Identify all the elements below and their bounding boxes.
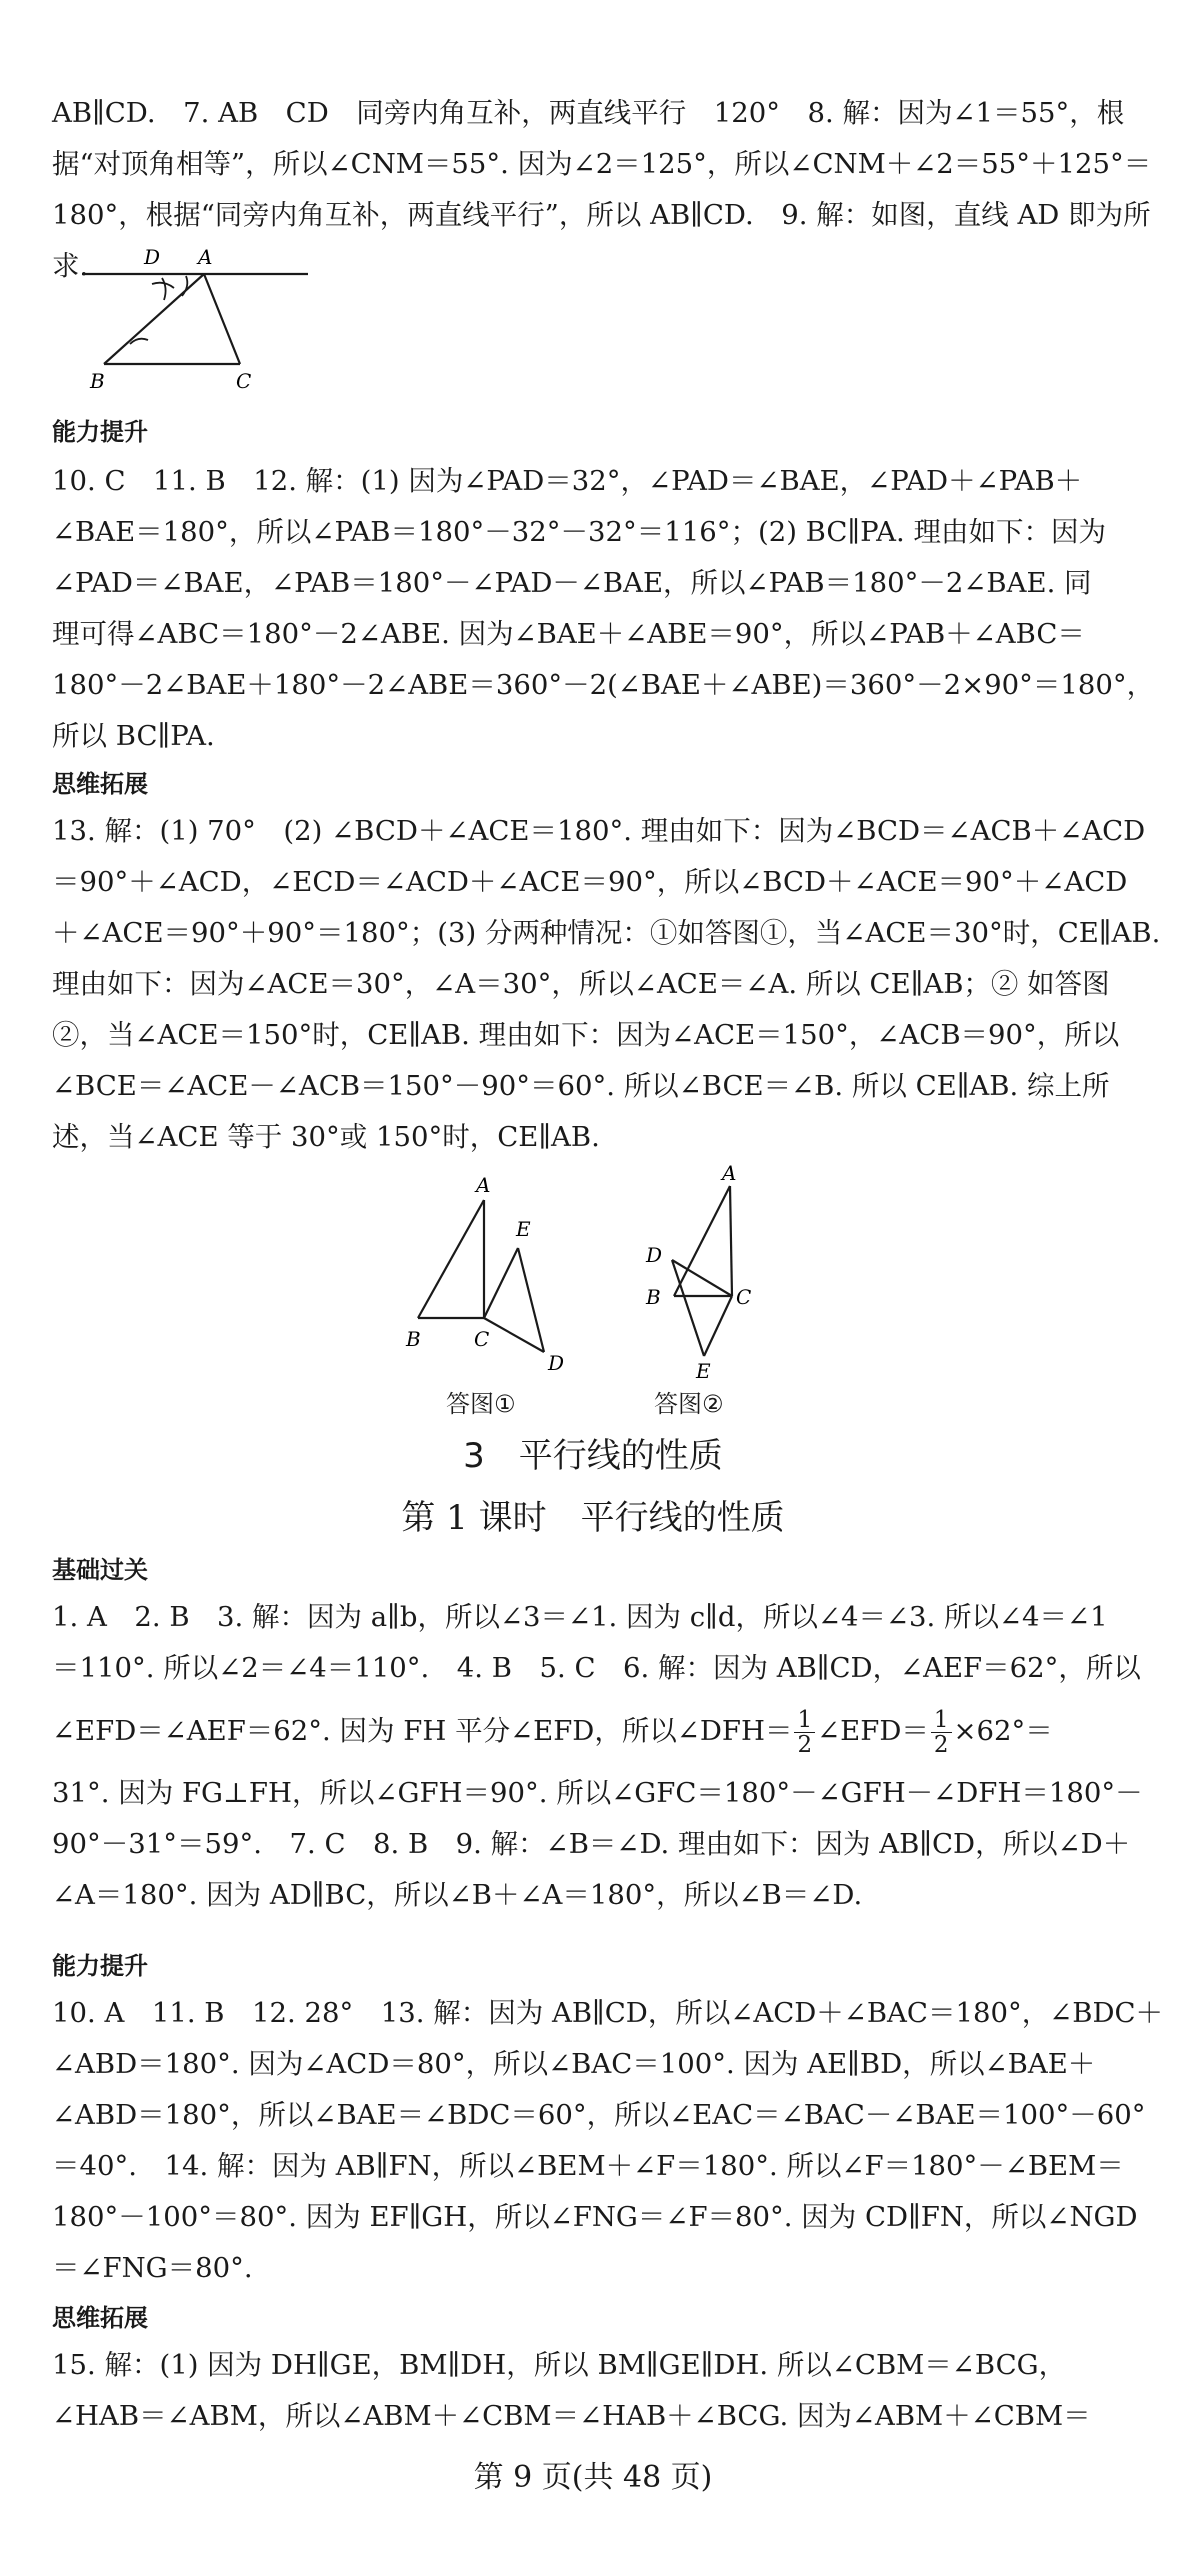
text-line: 1. A 2. B 3. 解：因为 a∥b，所以∠3＝∠1. 因为 c∥d，所以∠4＝∠3. 所以∠4＝∠1 [52,1601,1108,1633]
label-b: B [406,1327,421,1351]
label-d: D [646,1243,663,1267]
label-d: D [548,1351,565,1375]
label-c: C [736,1285,752,1309]
label-e: E [696,1359,711,1382]
text-line: 10. A 11. B 12. 28° 13. 解：因为 AB∥CD，所以∠ACD＋∠BAC＝180°，∠BDC＋ [52,1997,1164,2029]
construction-arc-d2 [152,283,174,288]
text-line: ∠A＝180°. 因为 AD∥BC，所以∠B＋∠A＝180°，所以∠B＝∠D. [52,1879,863,1911]
text-line: ＝110°. 所以∠2＝∠4＝110°. 4. B 5. C 6. 解：因为 AB∥CD，∠AEF＝62°，所以 [52,1652,1141,1684]
text-line: ＝40°. 14. 解：因为 AB∥FN，所以∠BEM＋∠F＝180°. 所以∠F＝180°－∠BEM＝ [52,2150,1124,2182]
text-line: 10. C 11. B 12. 解：(1) 因为∠PAD＝32°，∠PAD＝∠BAE，∠PAD＋∠PAB＋ [52,465,1083,497]
label-c: C [474,1327,490,1351]
label-a: A [722,1161,737,1185]
section-title: 3 平行线的性质 [463,1436,723,1476]
text-line: ∠HAB＝∠ABM，所以∠ABM＋∠CBM＝∠HAB＋∠BCG. 因为∠ABM＋∠CBM＝ [52,2400,1091,2432]
heading-thinking: 思维拓展 [52,770,148,798]
figure-answer-1 [400,1170,590,1380]
text-segment: ×62°＝ [953,1715,1053,1747]
text-line: 90°－31°＝59°. 7. C 8. B 9. 解：∠B＝∠D. 理由如下：因为 AB∥CD，所以∠D＋ [52,1828,1131,1860]
answer-block-ability-1 [52,456,1155,762]
label-d: D [144,245,161,269]
figure-answer-2 [630,1160,780,1382]
fraction-numerator: 1 [794,1708,815,1733]
text-line-with-fractions [52,1694,1134,1768]
seg-ab [674,1186,730,1296]
construction-arc-d1 [162,278,166,300]
text-segment: ∠EFD＝∠AEF＝62°. 因为 FH 平分∠EFD，所以∠DFH＝ [52,1715,793,1747]
fraction-half [794,1708,815,1757]
text-segment: ∠EFD＝ [817,1715,929,1747]
text-line: 述，当∠ACE 等于 30°或 150°时，CE∥AB. [52,1121,600,1153]
label-c: C [236,369,252,393]
heading-ability-2: 能力提升 [52,1952,148,1980]
text-line: ∠BCE＝∠ACE－∠ACB＝150°－90°＝60°. 所以∠BCE＝∠B. 所以 CE∥AB. 综上所 [52,1070,1110,1102]
text-line: ＝90°＋∠ACD，∠ECD＝∠ACD＋∠ACE＝90°，所以∠BCD＋∠ACE＝90°＋∠ACD [52,866,1128,898]
seg-dc [672,1260,732,1296]
text-line: 180°－2∠BAE＋180°－2∠ABE＝360°－2(∠BAE＋∠ABE)＝360°－2×90°＝180°， [52,669,1155,701]
seg-ab [418,1200,484,1318]
text-line: 理可得∠ABC＝180°－2∠ABE. 因为∠BAE＋∠ABE＝90°，所以∠PAB＋∠ABC＝ [52,618,1085,650]
label-b: B [646,1285,661,1309]
page-footer: 第 9 页(共 48 页) [473,2460,713,2495]
segment-ac [204,274,240,364]
answer-block-thinking-1 [52,806,1161,1163]
seg-cd [484,1318,544,1352]
label-b: B [90,369,105,393]
seg-ce [704,1296,732,1356]
heading-basics: 基础过关 [52,1556,148,1584]
text-line: 15. 解：(1) 因为 DH∥GE，BM∥DH，所以 BM∥GE∥DH. 所以∠CBM＝∠BCG， [52,2349,1067,2381]
seg-ed [518,1248,544,1352]
text-line: 13. 解：(1) 70° (2) ∠BCD＋∠ACE＝180°. 理由如下：因为∠BCD＝∠ACB＋∠ACD [52,815,1146,847]
text-line: 求. [52,250,89,282]
answer-block-ability-2 [52,1988,1164,2294]
text-line: 理由如下：因为∠ACE＝30°，∠A＝30°，所以∠ACE＝∠A. 所以 CE∥AB；② 如答图 [52,968,1110,1000]
heading-thinking-2: 思维拓展 [52,2304,148,2332]
text-line: 180°－100°＝80°. 因为 EF∥GH，所以∠FNG＝∠F＝80°. 因为 CD∥FN，所以∠NGD [52,2201,1138,2233]
text-line: ∠BAE＝180°，所以∠PAB＝180°－32°－32°＝116°；(2) BC∥PA. 理由如下：因为 [52,516,1106,548]
text-line: ∠ABD＝180°. 因为∠ACD＝80°，所以∠BAC＝100°. 因为 AE∥BD，所以∠BAE＋ [52,2048,1096,2080]
figure-line-ad-construction [60,240,330,405]
text-line: AB∥CD. 7. AB CD 同旁内角互补，两直线平行 120° 8. 解：因为∠1＝55°，根 [52,97,1125,129]
text-line: 据“对顶角相等”，所以∠CNM＝55°. 因为∠2＝125°，所以∠CNM＋∠2＝55°＋125°＝ [52,148,1152,180]
fraction-numerator: 1 [931,1708,952,1733]
text-line: 31°. 因为 FG⊥FH，所以∠GFH＝90°. 所以∠GFC＝180°－∠GFH－∠DFH＝180°－ [52,1777,1143,1809]
label-e: E [516,1217,531,1241]
caption-answer-figure-2: 答图② [654,1390,724,1418]
text-line: 180°，根据“同旁内角互补，两直线平行”，所以 AB∥CD. 9. 解：如图，直线 AD 即为所 [52,199,1151,231]
text-line: 所以 BC∥PA. [52,720,215,752]
heading-ability: 能力提升 [52,418,148,446]
seg-de [672,1260,704,1356]
text-line: ＋∠ACE＝90°＋90°＝180°；(3) 分两种情况：①如答图①，当∠ACE＝30°时，CE∥AB. [52,917,1161,949]
text-line: ②，当∠ACE＝150°时，CE∥AB. 理由如下：因为∠ACE＝150°，∠ACB＝90°，所以 [52,1019,1120,1051]
fraction-denominator: 2 [797,1732,813,1758]
answer-block-basics [52,1592,1143,1921]
text-line: ∠ABD＝180°，所以∠BAE＝∠BDC＝60°，所以∠EAC＝∠BAC－∠BAE＝100°－60° [52,2099,1146,2131]
fraction-half [931,1708,952,1757]
text-line: ∠PAD＝∠BAE，∠PAB＝180°－∠PAD－∠BAE，所以∠PAB＝180°－2∠BAE. 同 [52,567,1092,599]
label-a: A [198,245,213,269]
seg-ce [484,1248,518,1318]
answer-block-thinking-2 [52,2340,1134,2442]
segment-ab [104,274,204,364]
caption-answer-figure-1: 答图① [446,1390,516,1418]
fraction-denominator: 2 [933,1732,949,1758]
lesson-title: 第 1 课时 平行线的性质 [401,1498,785,1538]
seg-ac [730,1186,732,1296]
text-line: ＝∠FNG＝80°. [52,2252,253,2284]
label-a: A [476,1173,491,1197]
